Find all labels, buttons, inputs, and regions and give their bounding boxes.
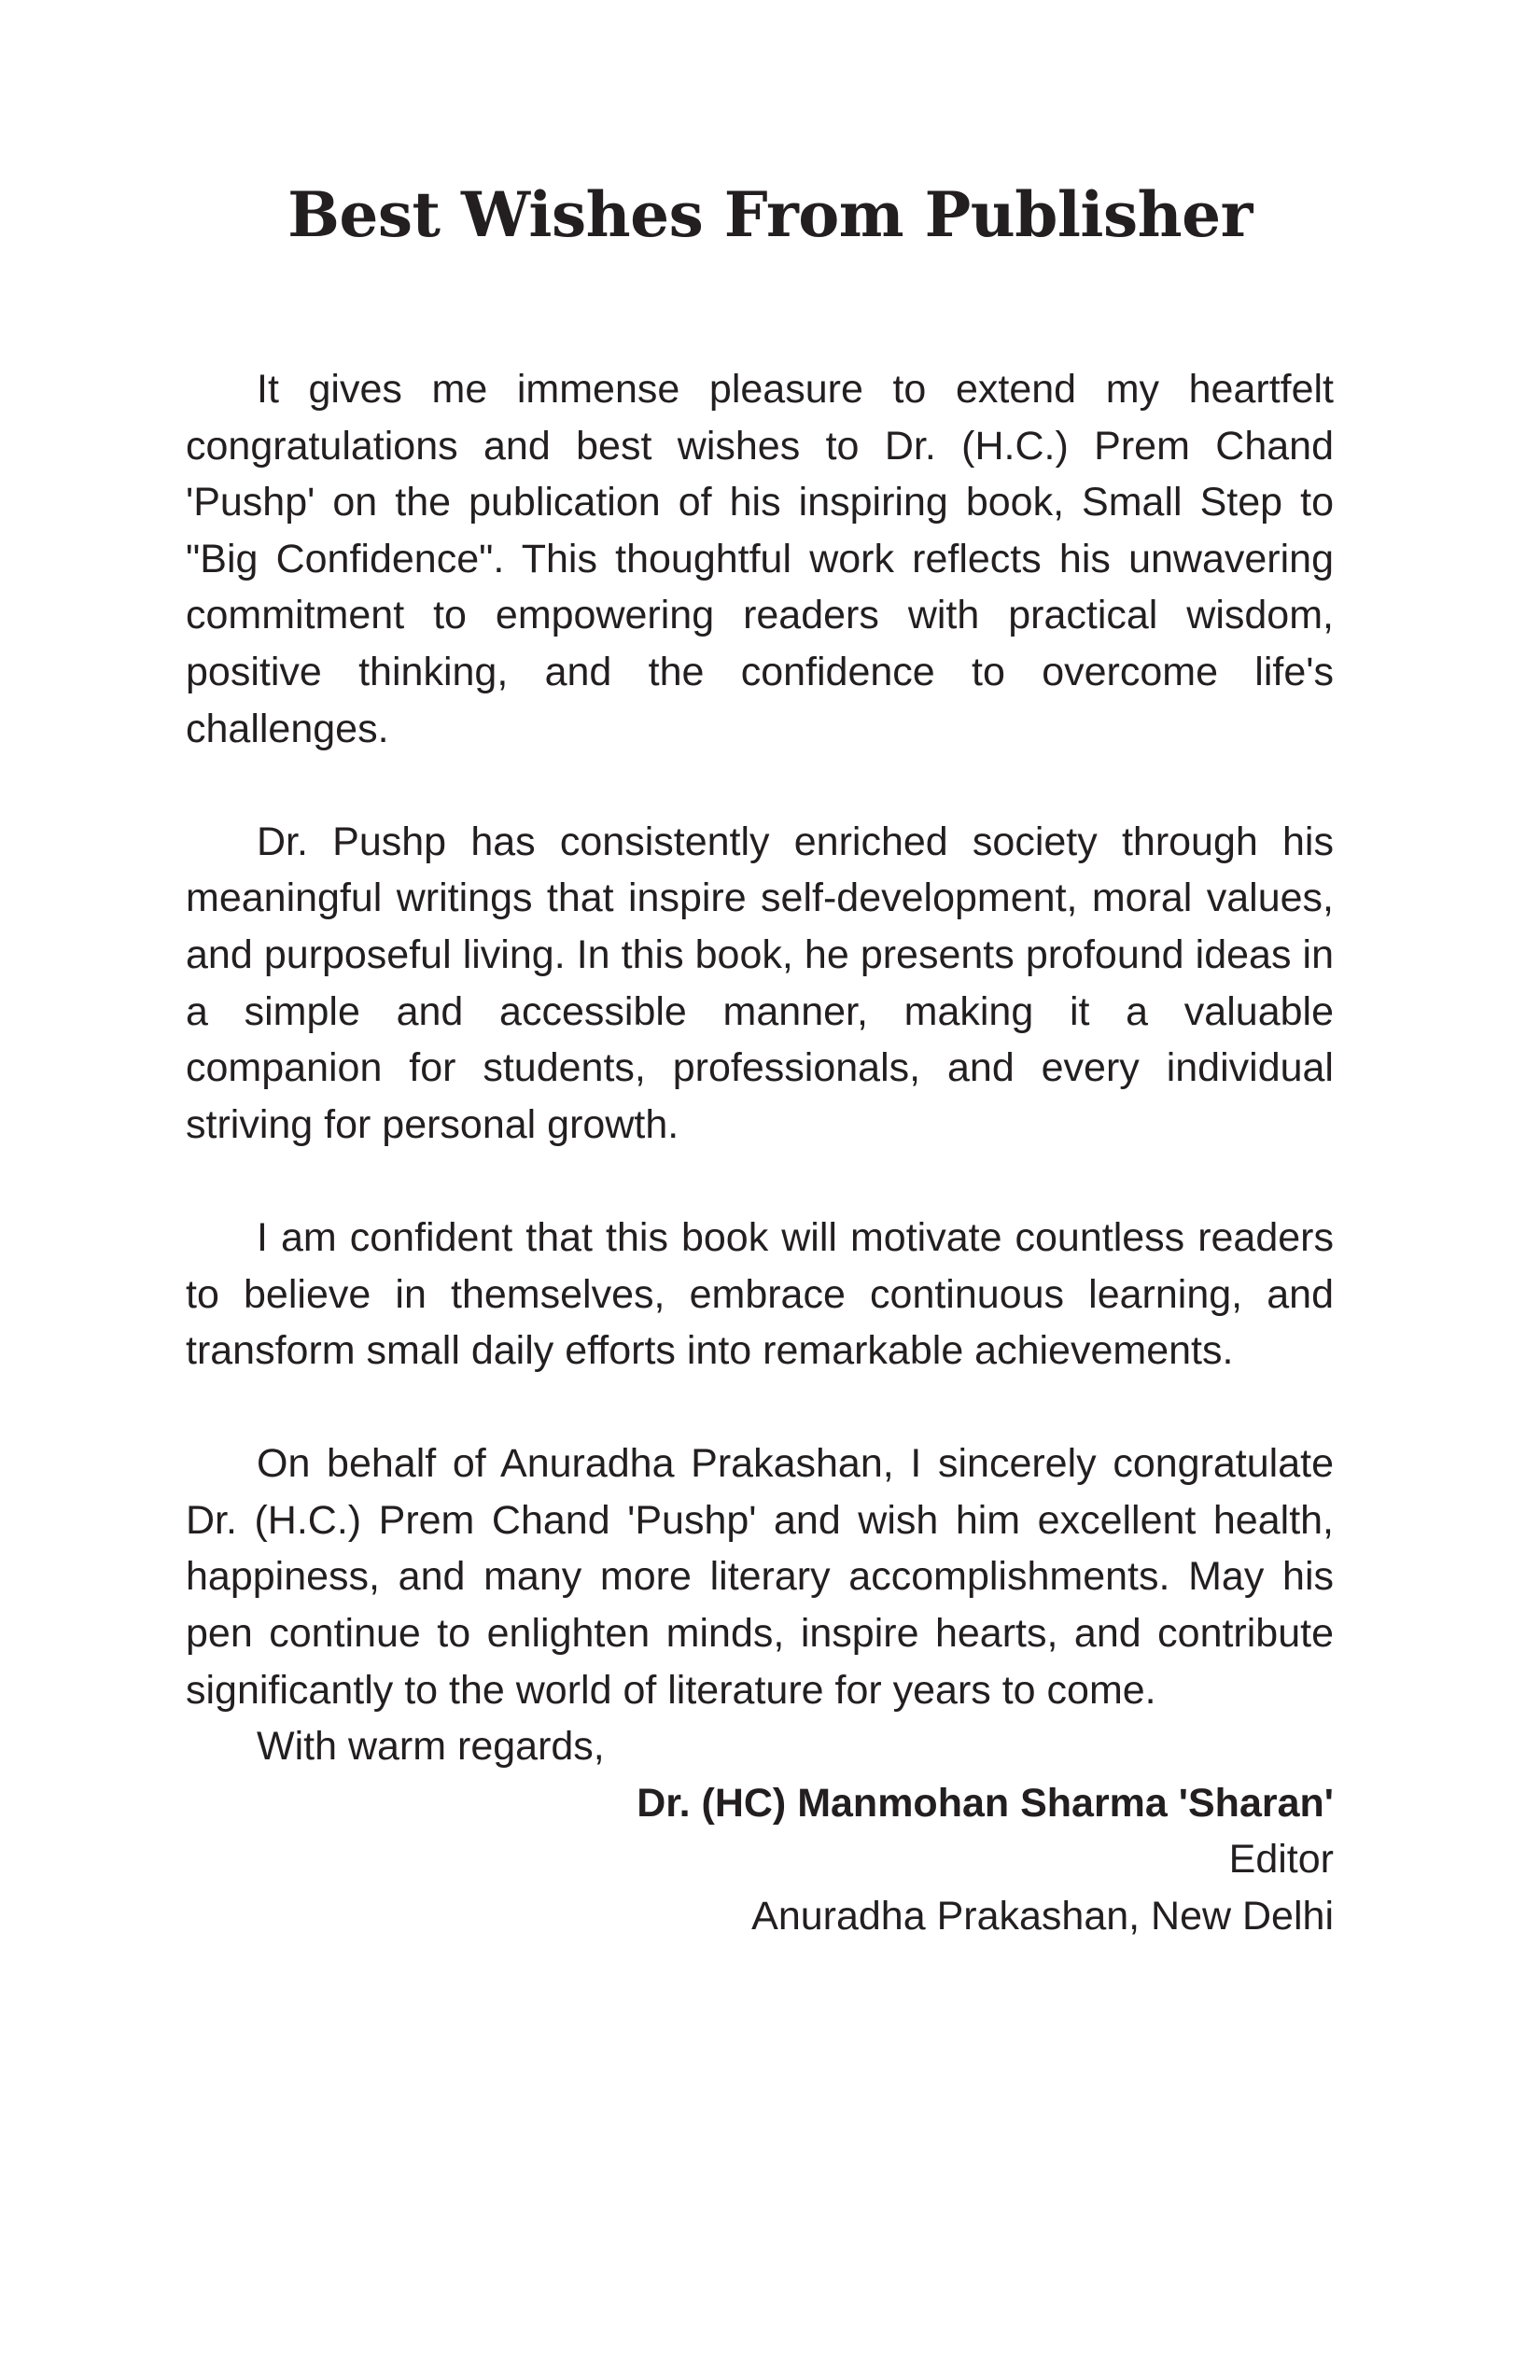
signature-organization: Anuradha Prakashan, New Delhi: [751, 1894, 1334, 1939]
signature-role: Editor: [1228, 1837, 1334, 1883]
page-title: Best Wishes From Publisher: [287, 178, 1253, 251]
signature-name: Dr. (HC) Manmohan Sharma 'Sharan': [637, 1780, 1334, 1826]
paragraph-2: Dr. Pushp has consistently enriched society through his meaningful writings that inspire self-development, moral values, and purposeful living. In this book, he presents profound ideas in a simple and accessible manner, making it a valuable companion for students, professionals, and every individual striving for personal growth.: [186, 819, 1334, 1147]
paragraph-1: It gives me immense pleasure to extend my heartfelt congratulations and best wishes to Dr. (H.C.) Prem Chand 'Pushp' on the publication of his inspiring book, Small Step to "Big Confidence". This thoughtful work reflects his unwavering commitment to empowering readers with practical wisdom, positive thinking, and the confidence to overcome life's challenges.: [186, 367, 1334, 751]
paragraph-3: I am confident that this book will motivate countless readers to believe in themselves, embrace continuous learning, and transform small daily efforts into remarkable achievements.: [186, 1214, 1334, 1374]
paragraph-4: On behalf of Anuradha Prakashan, I sincerely congratulate Dr. (H.C.) Prem Chand 'Pushp' and wish him excellent health, happiness, and many more literary accomplishments. May his pen continue to enlighten minds, inspire hearts, and contribute significantly to the world of literature for years to come.: [186, 1441, 1334, 1713]
letter-body: [186, 361, 1334, 1945]
closing-salutation: With warm regards,: [257, 1724, 605, 1770]
